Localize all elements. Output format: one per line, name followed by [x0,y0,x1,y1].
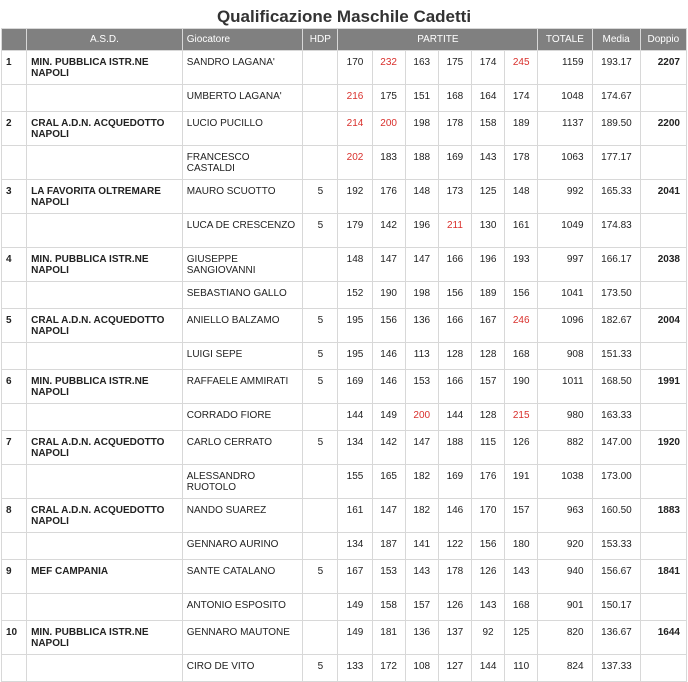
game-score-cell: 181 [372,621,405,655]
game-score-cell: 196 [471,248,504,282]
game-score-cell: 167 [471,309,504,343]
player-name-cell: SANDRO LAGANA' [182,51,303,85]
game-score-cell: 176 [471,465,504,499]
rank-cell [2,594,27,621]
game-score-cell: 168 [505,594,538,621]
game-score-cell: 142 [372,214,405,248]
game-score-cell: 182 [405,465,438,499]
header-asd: A.S.D. [27,29,183,51]
game-score-cell: 147 [405,431,438,465]
game-score-cell: 126 [471,560,504,594]
standings-table [1,28,687,682]
player-name-cell: UMBERTO LAGANA' [182,85,303,112]
average-cell: 153.33 [592,533,640,560]
player-name-cell: NANDO SUAREZ [182,499,303,533]
total-cell: 920 [538,533,592,560]
rank-cell [2,533,27,560]
player-name-cell: GENNARO AURINO [182,533,303,560]
header-rank [2,29,27,51]
total-cell: 820 [538,621,592,655]
header-hdp: HDP [303,29,338,51]
game-score-cell: 147 [372,499,405,533]
doubles-total-cell [640,85,686,112]
average-cell: 147.00 [592,431,640,465]
game-score-cell: 166 [438,248,471,282]
doubles-total-cell: 1883 [640,499,686,533]
average-cell: 174.83 [592,214,640,248]
table-row [2,404,687,431]
doubles-total-cell: 1991 [640,370,686,404]
game-score-cell: 161 [338,499,372,533]
game-score-cell: 144 [438,404,471,431]
game-score-cell: 202 [338,146,372,180]
rank-cell [2,146,27,180]
game-score-cell: 164 [471,85,504,112]
doubles-total-cell [640,146,686,180]
rank-cell [2,404,27,431]
game-score-cell: 110 [505,655,538,682]
hdp-cell [303,85,338,112]
doubles-total-cell [640,655,686,682]
club-cell [27,655,183,682]
average-cell: 174.67 [592,85,640,112]
rank-cell: 1 [2,51,27,85]
average-cell: 163.33 [592,404,640,431]
rank-cell: 6 [2,370,27,404]
doubles-total-cell [640,282,686,309]
player-name-cell: SEBASTIANO GALLO [182,282,303,309]
game-score-cell: 190 [372,282,405,309]
game-score-cell: 170 [471,499,504,533]
doubles-total-cell: 1920 [640,431,686,465]
game-score-cell: 125 [471,180,504,214]
club-cell: MIN. PUBBLICA ISTR.NE NAPOLI [27,621,183,655]
game-score-cell: 156 [471,533,504,560]
game-score-cell: 143 [471,594,504,621]
doubles-total-cell [640,404,686,431]
player-name-cell: ANTONIO ESPOSITO [182,594,303,621]
doubles-total-cell: 1644 [640,621,686,655]
game-score-cell: 92 [471,621,504,655]
header-row [2,29,687,51]
average-cell: 182.67 [592,309,640,343]
game-score-cell: 149 [338,621,372,655]
total-cell: 1038 [538,465,592,499]
header-partite: PARTITE [338,29,538,51]
game-score-cell: 149 [338,594,372,621]
total-cell: 1011 [538,370,592,404]
average-cell: 173.00 [592,465,640,499]
player-name-cell: FRANCESCO CASTALDI [182,146,303,180]
player-name-cell: ANIELLO BALZAMO [182,309,303,343]
table-row [2,343,687,370]
game-score-cell: 146 [372,370,405,404]
hdp-cell [303,594,338,621]
rank-cell: 2 [2,112,27,146]
game-score-cell: 246 [505,309,538,343]
game-score-cell: 169 [438,465,471,499]
rank-cell: 3 [2,180,27,214]
game-score-cell: 187 [372,533,405,560]
game-score-cell: 232 [372,51,405,85]
player-name-cell: GIUSEPPE SANGIOVANNI [182,248,303,282]
game-score-cell: 113 [405,343,438,370]
game-score-cell: 128 [438,343,471,370]
total-cell: 963 [538,499,592,533]
game-score-cell: 198 [405,282,438,309]
game-score-cell: 151 [405,85,438,112]
player-name-cell: LUIGI SEPE [182,343,303,370]
game-score-cell: 166 [438,370,471,404]
game-score-cell: 144 [471,655,504,682]
club-cell: MIN. PUBBLICA ISTR.NE NAPOLI [27,51,183,85]
club-cell [27,343,183,370]
game-score-cell: 191 [505,465,538,499]
game-score-cell: 178 [505,146,538,180]
game-score-cell: 158 [471,112,504,146]
hdp-cell: 5 [303,214,338,248]
game-score-cell: 134 [338,431,372,465]
player-name-cell: LUCA DE CRESCENZO [182,214,303,248]
club-cell: LA FAVORITA OLTREMARE NAPOLI [27,180,183,214]
hdp-cell [303,146,338,180]
rank-cell: 8 [2,499,27,533]
game-score-cell: 198 [405,112,438,146]
table-row [2,370,687,404]
club-cell: CRAL A.D.N. ACQUEDOTTO NAPOLI [27,431,183,465]
game-score-cell: 157 [405,594,438,621]
average-cell: 156.67 [592,560,640,594]
table-row [2,214,687,248]
game-score-cell: 195 [338,343,372,370]
hdp-cell [303,282,338,309]
hdp-cell [303,51,338,85]
game-score-cell: 163 [405,51,438,85]
table-row [2,282,687,309]
game-score-cell: 178 [438,112,471,146]
game-score-cell: 189 [505,112,538,146]
club-cell [27,85,183,112]
game-score-cell: 167 [338,560,372,594]
doubles-total-cell [640,594,686,621]
game-score-cell: 166 [438,309,471,343]
total-cell: 1048 [538,85,592,112]
game-score-cell: 245 [505,51,538,85]
game-score-cell: 146 [438,499,471,533]
doubles-total-cell: 2038 [640,248,686,282]
rank-cell: 7 [2,431,27,465]
game-score-cell: 196 [405,214,438,248]
doubles-total-cell [640,465,686,499]
table-row [2,248,687,282]
average-cell: 137.33 [592,655,640,682]
hdp-cell: 5 [303,431,338,465]
game-score-cell: 143 [505,560,538,594]
hdp-cell [303,533,338,560]
table-row [2,51,687,85]
game-score-cell: 215 [505,404,538,431]
game-score-cell: 161 [505,214,538,248]
table-row [2,594,687,621]
player-name-cell: CIRO DE VITO [182,655,303,682]
club-cell [27,404,183,431]
hdp-cell [303,112,338,146]
average-cell: 165.33 [592,180,640,214]
total-cell: 1096 [538,309,592,343]
average-cell: 168.50 [592,370,640,404]
game-score-cell: 147 [372,248,405,282]
game-score-cell: 165 [372,465,405,499]
table-row [2,309,687,343]
doubles-total-cell: 1841 [640,560,686,594]
hdp-cell: 5 [303,370,338,404]
game-score-cell: 136 [405,309,438,343]
game-score-cell: 143 [471,146,504,180]
average-cell: 151.33 [592,343,640,370]
game-score-cell: 128 [471,343,504,370]
club-cell: MEF CAMPANIA [27,560,183,594]
total-cell: 940 [538,560,592,594]
game-score-cell: 157 [471,370,504,404]
game-score-cell: 148 [405,180,438,214]
total-cell: 908 [538,343,592,370]
game-score-cell: 169 [338,370,372,404]
game-score-cell: 142 [372,431,405,465]
average-cell: 150.17 [592,594,640,621]
game-score-cell: 200 [405,404,438,431]
average-cell: 193.17 [592,51,640,85]
doubles-total-cell: 2041 [640,180,686,214]
rank-cell [2,85,27,112]
average-cell: 173.50 [592,282,640,309]
game-score-cell: 200 [372,112,405,146]
club-cell: CRAL A.D.N. ACQUEDOTTO NAPOLI [27,309,183,343]
game-score-cell: 174 [505,85,538,112]
hdp-cell [303,404,338,431]
game-score-cell: 156 [505,282,538,309]
total-cell: 1159 [538,51,592,85]
table-row [2,655,687,682]
game-score-cell: 214 [338,112,372,146]
header-totale: TOTALE [538,29,592,51]
game-score-cell: 170 [338,51,372,85]
hdp-cell [303,248,338,282]
game-score-cell: 153 [405,370,438,404]
club-cell [27,282,183,309]
game-score-cell: 169 [438,146,471,180]
player-name-cell: CORRADO FIORE [182,404,303,431]
game-score-cell: 188 [438,431,471,465]
game-score-cell: 188 [405,146,438,180]
average-cell: 136.67 [592,621,640,655]
player-name-cell: GENNARO MAUTONE [182,621,303,655]
game-score-cell: 126 [438,594,471,621]
game-score-cell: 173 [438,180,471,214]
rank-cell: 9 [2,560,27,594]
game-score-cell: 216 [338,85,372,112]
club-cell [27,465,183,499]
game-score-cell: 190 [505,370,538,404]
hdp-cell: 5 [303,560,338,594]
table-row [2,431,687,465]
rank-cell: 5 [2,309,27,343]
table-row [2,85,687,112]
table-row [2,533,687,560]
hdp-cell: 5 [303,309,338,343]
table-row [2,465,687,499]
game-score-cell: 180 [505,533,538,560]
game-score-cell: 134 [338,533,372,560]
club-cell [27,533,183,560]
club-cell [27,146,183,180]
rank-cell [2,282,27,309]
game-score-cell: 115 [471,431,504,465]
rank-cell [2,465,27,499]
game-score-cell: 168 [438,85,471,112]
table-row [2,499,687,533]
game-score-cell: 136 [405,621,438,655]
rank-cell: 4 [2,248,27,282]
hdp-cell: 5 [303,655,338,682]
club-cell [27,594,183,621]
game-score-cell: 175 [372,85,405,112]
total-cell: 992 [538,180,592,214]
total-cell: 1137 [538,112,592,146]
game-score-cell: 152 [338,282,372,309]
game-score-cell: 157 [505,499,538,533]
player-name-cell: ALESSANDRO RUOTOLO [182,465,303,499]
standings-body [2,51,687,682]
game-score-cell: 211 [438,214,471,248]
table-row [2,560,687,594]
club-cell: MIN. PUBBLICA ISTR.NE NAPOLI [27,248,183,282]
average-cell: 166.17 [592,248,640,282]
game-score-cell: 125 [505,621,538,655]
rank-cell: 10 [2,621,27,655]
game-score-cell: 172 [372,655,405,682]
game-score-cell: 178 [438,560,471,594]
rank-cell [2,655,27,682]
club-cell: MIN. PUBBLICA ISTR.NE NAPOLI [27,370,183,404]
doubles-total-cell [640,533,686,560]
average-cell: 177.17 [592,146,640,180]
doubles-total-cell: 2200 [640,112,686,146]
game-score-cell: 179 [338,214,372,248]
game-score-cell: 183 [372,146,405,180]
club-cell: CRAL A.D.N. ACQUEDOTTO NAPOLI [27,112,183,146]
average-cell: 160.50 [592,499,640,533]
game-score-cell: 148 [505,180,538,214]
header-giocatore: Giocatore [182,29,303,51]
game-score-cell: 146 [372,343,405,370]
total-cell: 1041 [538,282,592,309]
doubles-total-cell [640,343,686,370]
hdp-cell: 5 [303,180,338,214]
total-cell: 1063 [538,146,592,180]
table-row [2,112,687,146]
total-cell: 824 [538,655,592,682]
total-cell: 997 [538,248,592,282]
game-score-cell: 108 [405,655,438,682]
game-score-cell: 158 [372,594,405,621]
game-score-cell: 148 [338,248,372,282]
rank-cell [2,343,27,370]
player-name-cell: LUCIO PUCILLO [182,112,303,146]
player-name-cell: MAURO SCUOTTO [182,180,303,214]
player-name-cell: SANTE CATALANO [182,560,303,594]
club-cell [27,214,183,248]
game-score-cell: 176 [372,180,405,214]
game-score-cell: 156 [372,309,405,343]
game-score-cell: 147 [405,248,438,282]
game-score-cell: 155 [338,465,372,499]
game-score-cell: 127 [438,655,471,682]
game-score-cell: 137 [438,621,471,655]
total-cell: 882 [538,431,592,465]
average-cell: 189.50 [592,112,640,146]
hdp-cell [303,465,338,499]
club-cell: CRAL A.D.N. ACQUEDOTTO NAPOLI [27,499,183,533]
game-score-cell: 126 [505,431,538,465]
game-score-cell: 133 [338,655,372,682]
total-cell: 901 [538,594,592,621]
game-score-cell: 141 [405,533,438,560]
game-score-cell: 144 [338,404,372,431]
game-score-cell: 174 [471,51,504,85]
game-score-cell: 128 [471,404,504,431]
game-score-cell: 130 [471,214,504,248]
page-title: Qualificazione Maschile Cadetti [216,7,472,26]
header-doppio: Doppio [640,29,686,51]
game-score-cell: 149 [372,404,405,431]
game-score-cell: 175 [438,51,471,85]
game-score-cell: 156 [438,282,471,309]
game-score-cell: 189 [471,282,504,309]
game-score-cell: 122 [438,533,471,560]
game-score-cell: 193 [505,248,538,282]
game-score-cell: 182 [405,499,438,533]
total-cell: 1049 [538,214,592,248]
hdp-cell: 5 [303,343,338,370]
game-score-cell: 168 [505,343,538,370]
player-name-cell: CARLO CERRATO [182,431,303,465]
player-name-cell: RAFFAELE AMMIRATI [182,370,303,404]
game-score-cell: 153 [372,560,405,594]
game-score-cell: 195 [338,309,372,343]
game-score-cell: 192 [338,180,372,214]
doubles-total-cell [640,214,686,248]
doubles-total-cell: 2207 [640,51,686,85]
table-row [2,180,687,214]
table-row [2,146,687,180]
total-cell: 980 [538,404,592,431]
game-score-cell: 143 [405,560,438,594]
rank-cell [2,214,27,248]
doubles-total-cell: 2004 [640,309,686,343]
hdp-cell [303,499,338,533]
header-media: Media [592,29,640,51]
